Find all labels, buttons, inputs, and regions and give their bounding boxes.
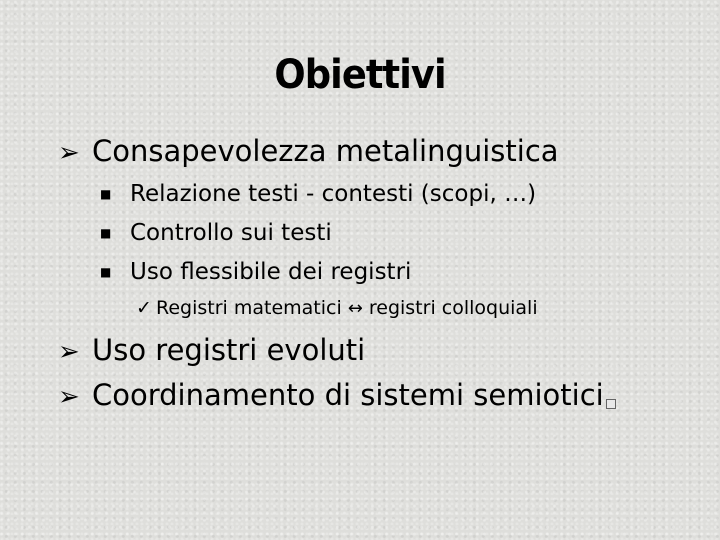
square-bullet-icon: ■: [100, 265, 112, 279]
checkmark-icon: ✓: [136, 297, 152, 319]
bullet-coordinamento: [58, 378, 616, 412]
sub-bullet-uso-flessibile: [100, 259, 411, 285]
arrow-bullet-icon: ➢: [58, 337, 80, 367]
left-right-arrow-icon: ↔: [347, 298, 363, 319]
bullet-text: Uso registri evoluti: [92, 333, 366, 367]
bullet-consapevolezza: [58, 134, 559, 168]
square-bullet-icon: ■: [100, 187, 112, 201]
sub-bullet-text: Relazione testi - contesti (scopi, …): [130, 181, 537, 207]
registri-right-text: registri colloquiali: [368, 297, 538, 319]
sub-bullet-controllo: [100, 220, 332, 246]
end-mark-icon: [606, 399, 616, 409]
square-bullet-icon: ■: [100, 226, 112, 240]
bullet-text: Consapevolezza metalinguistica: [92, 134, 559, 168]
sub-bullet-text: Uso flessibile dei registri: [130, 259, 412, 285]
arrow-bullet-icon: ➢: [58, 382, 80, 412]
bullet-text: Coordinamento di sistemi semiotici: [92, 378, 604, 412]
arrow-bullet-icon: ➢: [58, 138, 80, 168]
bullet-uso-registri: [58, 333, 365, 367]
sub-sub-bullet-registri: [136, 297, 538, 319]
sub-bullet-relazione: [100, 181, 536, 207]
registri-left-text: Registri matematici: [156, 297, 342, 319]
sub-bullet-text: Controllo sui testi: [130, 220, 332, 246]
slide-title: Obiettivi: [274, 52, 446, 98]
